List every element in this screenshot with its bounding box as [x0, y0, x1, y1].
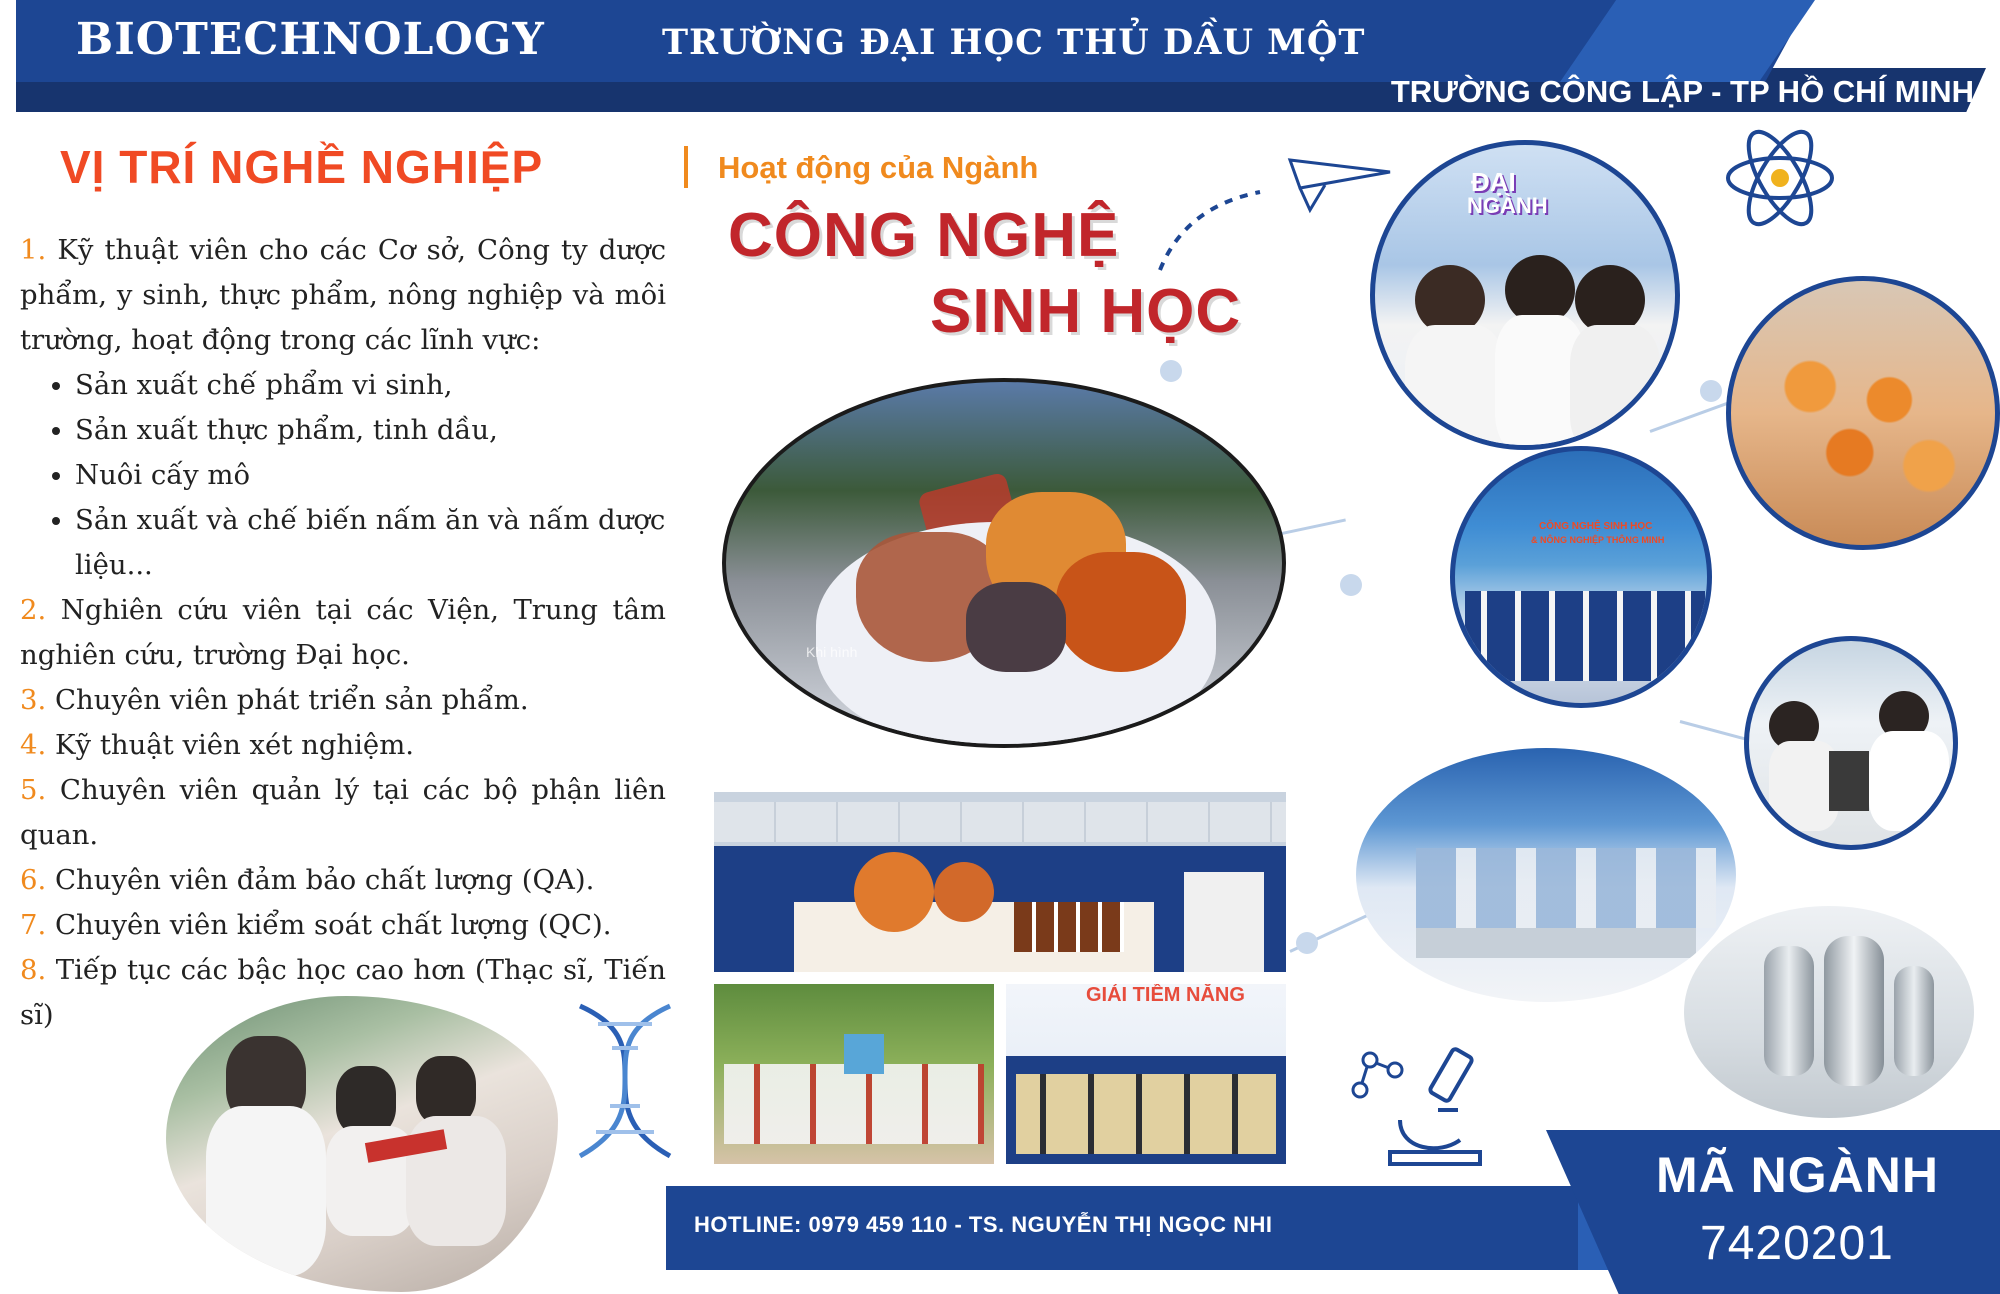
header-title: BIOTECHNOLOGY	[76, 14, 545, 65]
soap-photo-caption: Khi hình	[806, 644, 858, 660]
career-item: 3. Chuyên viên phát triển sản phẩm.	[20, 684, 529, 716]
career-sub-item: • Sản xuất thực phẩm, tinh dầu,	[75, 408, 666, 453]
career-sub-list	[20, 363, 666, 588]
major-code-title: MÃ NGÀNH	[1656, 1147, 1939, 1203]
activity-divider	[684, 146, 688, 188]
award-caption: GIẢI TIỀM NĂNG	[1086, 984, 1245, 1006]
major-code-value: 7420201	[1700, 1217, 1894, 1270]
career-sub-item: • Sản xuất và chế biến nấm ăn và nấm dược liệu...	[75, 498, 666, 588]
seminar-caption-1: CÔNG NGHỆ SINH HỌC	[1539, 521, 1653, 532]
paper-plane-icon	[1150, 130, 1400, 280]
career-sub-item: • Sản xuất chế phẩm vi sinh,	[75, 363, 666, 408]
microscope-icon	[1380, 1040, 1500, 1170]
seminar-group-photo	[1450, 446, 1712, 708]
product-booth-photo	[714, 792, 1286, 972]
admissions-fair-photo	[1370, 140, 1680, 450]
career-item: 2. Nghiên cứu viên tại các Viện, Trung tâm nghiên cứu, trường Đại học.	[20, 594, 666, 671]
award-photo	[1006, 984, 1286, 1164]
panel-discussion-photo	[1356, 748, 1736, 1002]
mushroom-culture-photo	[1726, 276, 2000, 550]
career-sub-item: • Nuôi cấy mô	[75, 453, 666, 498]
career-item: 7. Chuyên viên kiểm soát chất lượng (QC).	[20, 909, 612, 941]
school-name: TRƯỜNG ĐẠI HỌC THỦ DẦU MỘT	[662, 22, 1366, 63]
career-item: 5. Chuyên viên quản lý tại các bộ phận liên quan.	[20, 774, 666, 851]
career-item: 1. Kỹ thuật viên cho các Cơ sở, Công ty dược phẩm, y sinh, thực phẩm, nông nghiệp và môi trường, hoạt động trong các lĩnh vực:	[20, 234, 666, 356]
lab-class-photo	[166, 996, 558, 1292]
hotline-text: HOTLINE: 0979 459 110 - TS. NGUYỄN THỊ NGỌC NHI	[694, 1212, 1273, 1237]
dna-icon	[560, 996, 690, 1166]
major-title-line2: SINH HỌC	[930, 277, 1242, 346]
activity-label: Hoạt động của Ngành	[718, 150, 1039, 185]
fair-caption-2: NGÀNH	[1467, 193, 1548, 218]
career-item: 8. Tiếp tục các bậc học cao hơn (Thạc sĩ, Tiến sĩ)	[20, 954, 666, 1031]
seminar-caption-2: & NÔNG NGHIỆP THÔNG MINH	[1531, 535, 1665, 545]
soap-photo	[722, 378, 1286, 748]
microscope-lab-photo	[1744, 636, 1958, 850]
students-photo	[714, 984, 994, 1164]
header-subtitle: TRƯỜNG CÔNG LẬP - TP HỒ CHÍ MINH	[1390, 74, 1974, 109]
atom-icon	[1720, 118, 1840, 238]
bioreactor-photo	[1684, 906, 1974, 1118]
major-title-line1: CÔNG NGHỆ	[728, 201, 1120, 270]
career-item: 6. Chuyên viên đảm bảo chất lượng (QA).	[20, 864, 595, 896]
fair-caption-1: ĐẠI	[1471, 167, 1516, 197]
careers-title: VỊ TRÍ NGHỀ NGHIỆP	[60, 141, 544, 193]
career-item: 4. Kỹ thuật viên xét nghiệm.	[20, 729, 415, 761]
careers-list	[20, 228, 666, 1038]
